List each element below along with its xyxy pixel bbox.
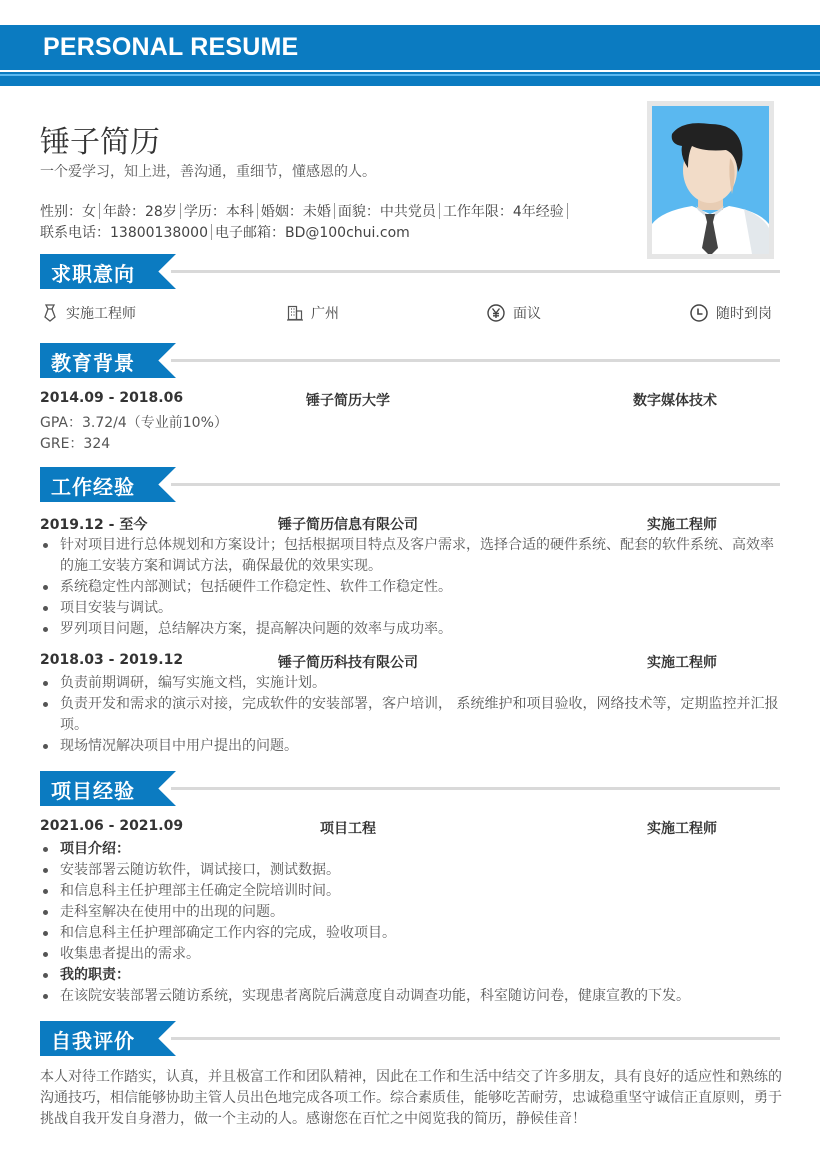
section-title: 工作经验: [51, 475, 135, 499]
info-age: 年龄：28岁: [103, 204, 177, 220]
intent-position-label: 实施工程师: [66, 306, 136, 322]
work-period: 2018.03 - 2019.12: [40, 652, 184, 668]
section-rule: [171, 483, 780, 486]
education-period: 2014.09 - 2018.06: [40, 390, 184, 406]
intent-city: [287, 303, 339, 323]
list-item: 针对项目进行总体规划和方案设计；包括根据项目特点及客户需求，选择合适的硬件系统、配套的软件系统、高效率的施工安装方案和调试方法，确保最优的效果实现。: [40, 535, 780, 577]
divider: [439, 203, 440, 219]
intent-position: [42, 303, 136, 323]
list-item: 和信息科主任护理部确定工作内容的完成，验收项目。: [40, 923, 780, 944]
intent-salary-label: 面议: [513, 306, 541, 322]
intent-salary: [487, 303, 541, 323]
info-gender: 性别：女: [40, 204, 96, 220]
yen-icon: [487, 304, 505, 322]
divider: [180, 203, 181, 219]
intent-availability: [690, 303, 772, 323]
list-item: 罗列项目问题，总结解决方案，提高解决问题的效率与成功率。: [40, 619, 780, 640]
list-item: 收集患者提出的需求。: [40, 944, 780, 965]
info-phone: 联系电话：13800138000: [40, 225, 208, 241]
work-period: 2019.12 - 至今: [40, 517, 148, 533]
work-company: 锤子简历科技有限公司: [278, 655, 418, 671]
list-item: 和信息科主任护理部主任确定全院培训时间。: [40, 881, 780, 902]
section-rule: [171, 787, 780, 790]
work-entry-header: [40, 652, 780, 672]
info-experience: 工作年限：4年经验: [442, 204, 564, 220]
header-banner: [0, 25, 820, 70]
candidate-name: 锤子简历: [40, 125, 160, 160]
work-entry-header: [40, 514, 780, 534]
list-heading: 我的职责：: [40, 965, 780, 986]
list-item: 负责前期调研，编写实施文档，实施计划。: [40, 673, 780, 694]
section-title: 教育背景: [51, 351, 135, 375]
work-duties-list: [40, 673, 780, 757]
self-evaluation-text: 本人对待工作踏实，认真，并且极富工作和团队精神，因此在工作和生活中结交了许多朋友，具有良好的适应性和熟练的沟通技巧，相信能够协助主管人员出色地完成各项工作。综合素质佳，能够吃苦耐劳，忠诚稳重坚守诚信正直原则，勇于挑战自我开发自身潜力，做一个主动的人。感谢您在百忙之中阅览我的简历，静候佳音！: [40, 1069, 782, 1127]
divider: [334, 203, 335, 219]
list-item: 项目安装与调试。: [40, 598, 780, 619]
list-heading: 项目介绍：: [40, 839, 780, 860]
work-role: 实施工程师: [647, 517, 717, 533]
project-details-list: [40, 839, 780, 1007]
tie-icon: [42, 304, 58, 322]
education-entry-header: [40, 390, 780, 410]
section-rule: [171, 270, 780, 273]
section-header-education: [40, 343, 780, 378]
education-school: 锤子简历大学: [306, 393, 390, 409]
list-item: 现场情况解决项目中用户提出的问题。: [40, 736, 780, 757]
profile-photo: [647, 101, 774, 259]
section-title: 自我评价: [51, 1029, 135, 1053]
info-education: 学历：本科: [183, 204, 254, 220]
education-major: 数字媒体技术: [633, 393, 717, 409]
divider: [211, 224, 212, 240]
project-role: 实施工程师: [647, 821, 717, 837]
divider: [567, 203, 568, 219]
project-entry-header: [40, 818, 780, 838]
section-title: 求职意向: [51, 262, 135, 286]
intent-city-label: 广州: [311, 306, 339, 322]
section-title: 项目经验: [51, 779, 135, 803]
divider: [257, 203, 258, 219]
section-rule: [171, 359, 780, 362]
clock-icon: [690, 304, 708, 322]
contact-info-row: [40, 222, 410, 242]
banner-title: PERSONAL RESUME: [43, 33, 299, 61]
list-item: 走科室解决在使用中的出现的问题。: [40, 902, 780, 923]
personal-info-row: [40, 201, 571, 221]
work-duties-list: [40, 535, 780, 640]
list-item: 在该院安装部署云随访系统，实现患者离院后满意度自动调查功能，科室随访问卷，健康宣教的下发。: [40, 986, 780, 1007]
section-header-intent: [40, 254, 780, 289]
section-rule: [171, 1037, 780, 1040]
work-company: 锤子简历信息有限公司: [278, 517, 418, 533]
info-email: 电子邮箱：BD@100chui.com: [214, 225, 410, 241]
banner-stripe: [0, 76, 820, 86]
list-item: 负责开发和需求的演示对接，完成软件的安装部署，客户培训， 系统维护和项目验收，网络技术等，定期监控并汇报项。: [40, 694, 780, 736]
education-detail: GPA：3.72/4（专业前10%）: [40, 415, 228, 431]
work-role: 实施工程师: [647, 655, 717, 671]
list-item: 安装部署云随访软件，调试接口，测试数据。: [40, 860, 780, 881]
project-period: 2021.06 - 2021.09: [40, 818, 184, 834]
job-intent-row: [40, 303, 780, 327]
candidate-motto: 一个爱学习，知上进，善沟通，重细节，懂感恩的人。: [40, 164, 376, 180]
list-item: 系统稳定性内部测试；包括硬件工作稳定性、软件工作稳定性。: [40, 577, 780, 598]
building-icon: [287, 305, 303, 321]
section-header-self-evaluation: [40, 1021, 780, 1056]
info-political: 面貌：中共党员: [337, 204, 436, 220]
avatar-illustration: [652, 106, 769, 254]
education-detail: GRE：324: [40, 436, 111, 452]
section-header-work: [40, 467, 780, 502]
project-name: 项目工程: [320, 821, 376, 837]
intent-availability-label: 随时到岗: [716, 306, 772, 322]
divider: [99, 203, 100, 219]
section-header-project: [40, 771, 780, 806]
info-marital: 婚姻：未婚: [260, 204, 331, 220]
